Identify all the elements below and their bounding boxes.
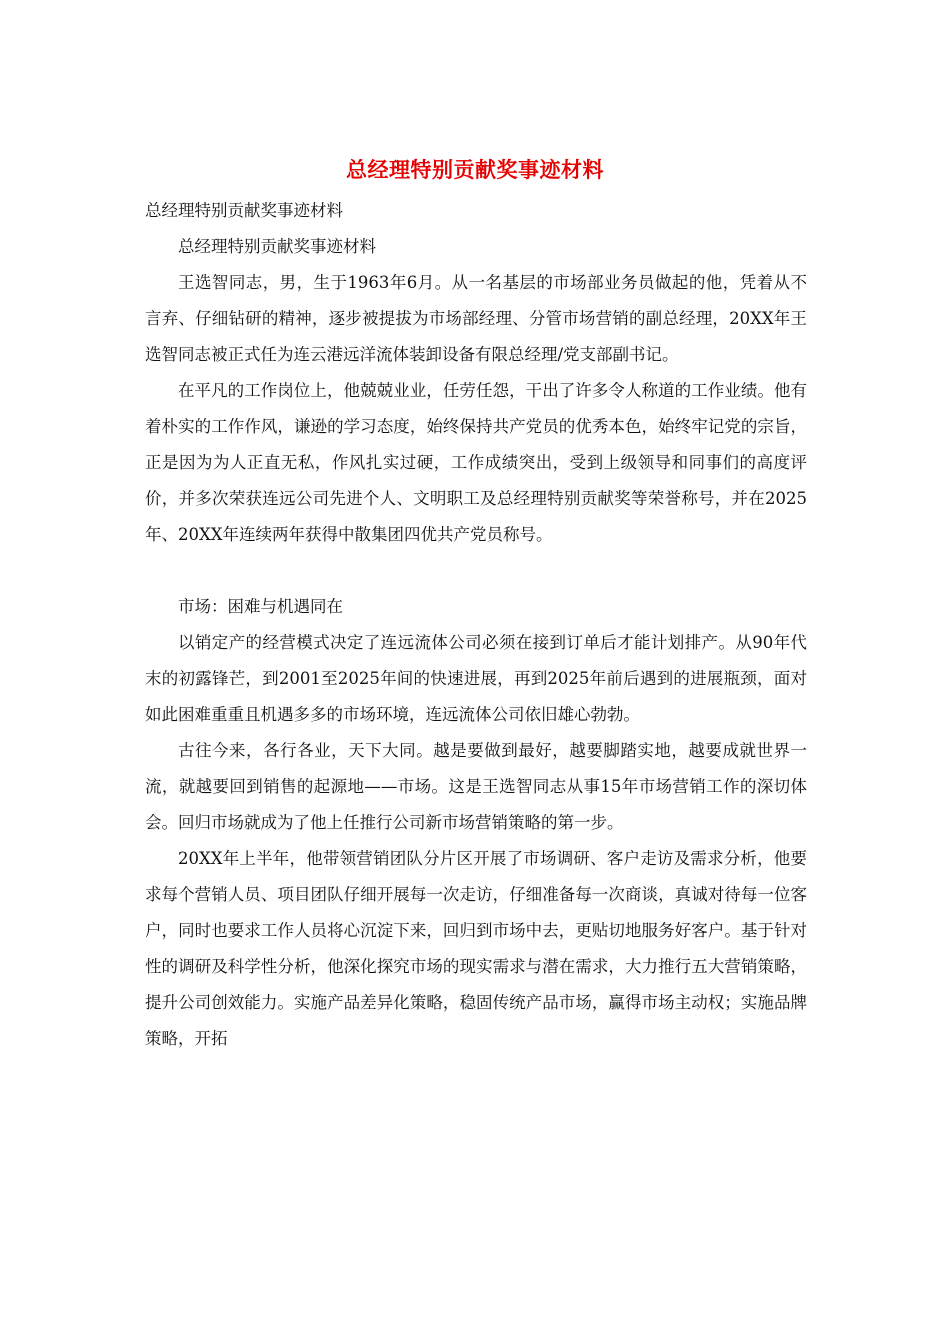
document-title: 总经理特别贡献奖事迹材料 (346, 157, 604, 182)
paragraph-achievements: 在平凡的工作岗位上，他兢兢业业，任劳任怨，干出了许多令人称道的工作业绩。他有着朴实的工作作风，谦逊的学习态度，始终保持共产党员的优秀本色，始终牢记党的宗旨，正是因为为人正直无私，作风扎实过硬，工作成绩突出，受到上级领导和同事们的高度评价，并多次荣获连远公司先进个人、文明职工及总经理特别贡献奖等荣誉称号，并在2025年、20XX年连续两年获得中散集团四优共产党员称号。 (145, 381, 807, 544)
paragraph-market-model: 以销定产的经营模式决定了连远流体公司必须在接到订单后才能计划排产。从90年代末的初露锋芒，到2001至2025年间的快速进展，再到2025年前后遇到的进展瓶颈，面对如此困难重重且机遇多多的市场环境，连远流体公司依旧雄心勃勃。 (145, 633, 807, 724)
paragraph-strategy: 20XX年上半年，他带领营销团队分片区开展了市场调研、客户走访及需求分析，他要求每个营销人员、项目团队仔细开展每一次走访，仔细准备每一次商谈，真诚对待每一位客户，同时也要求工作人员将心沉淀下来，回归到市场中去，更贴切地服务好客户。基于针对性的调研及科学性分析，他深化探究市场的现实需求与潜在需求，大力推行五大营销策略，提升公司创效能力。实施产品差异化策略，稳固传统产品市场，赢得市场主动权；实施品牌策略，开拓 (145, 849, 807, 1048)
section-heading-market: 市场：困难与机遇同在 (178, 597, 343, 616)
paragraph-subtitle: 总经理特别贡献奖事迹材料 (145, 201, 343, 220)
paragraph-spacer (145, 553, 807, 589)
paragraph-return-to-market: 古往今来，各行各业，天下大同。越是要做到最好，越要脚踏实地，越要成就世界一流，就越要回到销售的起源地——市场。这是王选智同志从事15年市场营销工作的深切体会。回归市场就成为了他上任推行公司新市场营销策略的第一步。 (145, 741, 807, 832)
document-body (145, 193, 807, 1057)
paragraph-intro: 王选智同志，男，生于1963年6月。从一名基层的市场部业务员做起的他，凭着从不言弃、仔细钻研的精神，逐步被提拔为市场部经理、分管市场营销的副总经理，20XX年王选智同志被正式任为连云港远洋流体装卸设备有限总经理/党支部副书记。 (145, 273, 807, 364)
paragraph-subtitle-indented: 总经理特别贡献奖事迹材料 (178, 237, 376, 256)
